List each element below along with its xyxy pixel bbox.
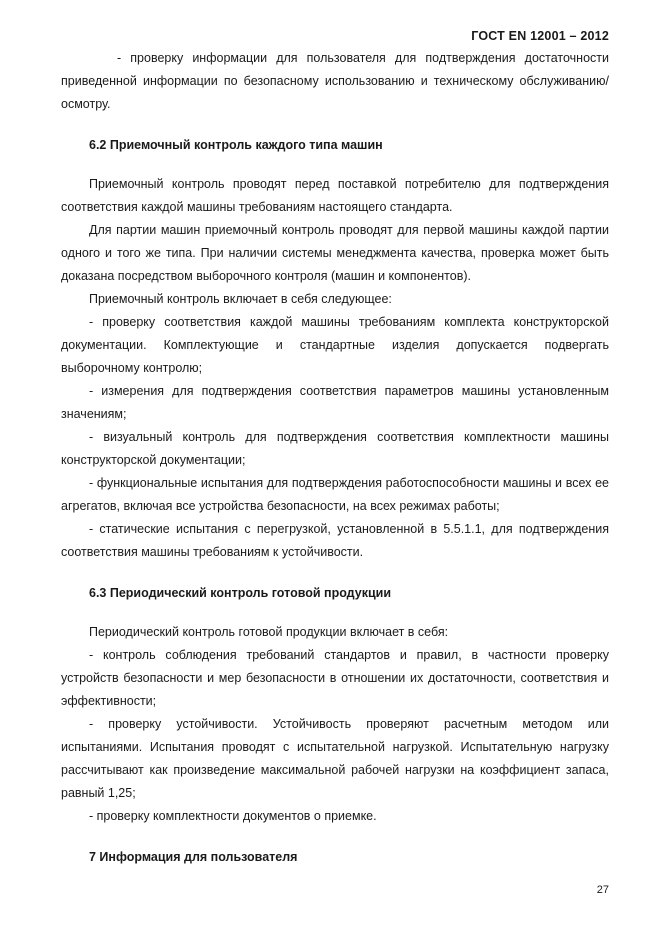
paragraph: Периодический контроль готовой продукции включает в себя:	[89, 625, 449, 639]
list-item: - проверку устойчивости. Устойчивость проверяют расчетным методом или испытаниями. Испытания проводят с испытательной нагрузкой. Испытательную нагрузку рассчитывают как произведение максимальной рабочей нагрузки на коэффициент запаса, равный 1,25;	[61, 717, 609, 800]
section-heading-7: 7 Информация для пользователя	[89, 850, 298, 864]
list-item: - измерения для подтверждения соответствия параметров машины установленным значениям;	[61, 384, 609, 421]
list-item: - визуальный контроль для подтверждения соответствия комплектности машины конструкторской документации;	[61, 430, 609, 467]
paragraph: Для партии машин приемочный контроль проводят для первой машины каждой партии одного и того же типа. При наличии системы менеджмента качества, проверка может быть доказана посредством выборочного контроля (машин и компонентов).	[61, 223, 609, 283]
list-item: - проверку соответствия каждой машины требованиям комплекта конструкторской документации. Комплектующие и стандартные изделия допускается подвергать выборочному контролю;	[61, 315, 609, 375]
page-number: 27	[596, 884, 609, 896]
page-body	[61, 47, 609, 869]
paragraph: Приемочный контроль проводят перед поставкой потребителю для подтверждения соответствия каждой машины требованиям настоящего стандарта.	[61, 177, 609, 214]
paragraph: Приемочный контроль включает в себя следующее:	[89, 292, 392, 306]
list-item: - проверку комплектности документов о приемке.	[89, 809, 377, 823]
list-item: - контроль соблюдения требований стандартов и правил, в частности проверку устройств безопасности и мер безопасности в отношении их достаточности, соответствия и эффективности;	[61, 648, 609, 708]
section-heading-6-2: 6.2 Приемочный контроль каждого типа машин	[89, 138, 383, 152]
list-item: - функциональные испытания для подтверждения работоспособности машины и всех ее агрегатов, включая все устройства безопасности, на всех режимах работы;	[61, 476, 609, 513]
section-heading-6-3: 6.3 Периодический контроль готовой продукции	[89, 586, 392, 600]
intro-paragraph: - проверку информации для пользователя для подтверждения достаточности приведенной информации по безопасному использованию и техническому обслуживанию/осмотру.	[61, 51, 609, 111]
document-header: ГОСТ EN 12001 – 2012	[471, 29, 609, 43]
list-item: - статические испытания с перегрузкой, установленной в 5.5.1.1, для подтверждения соответствия машины требованиям к устойчивости.	[61, 522, 609, 559]
